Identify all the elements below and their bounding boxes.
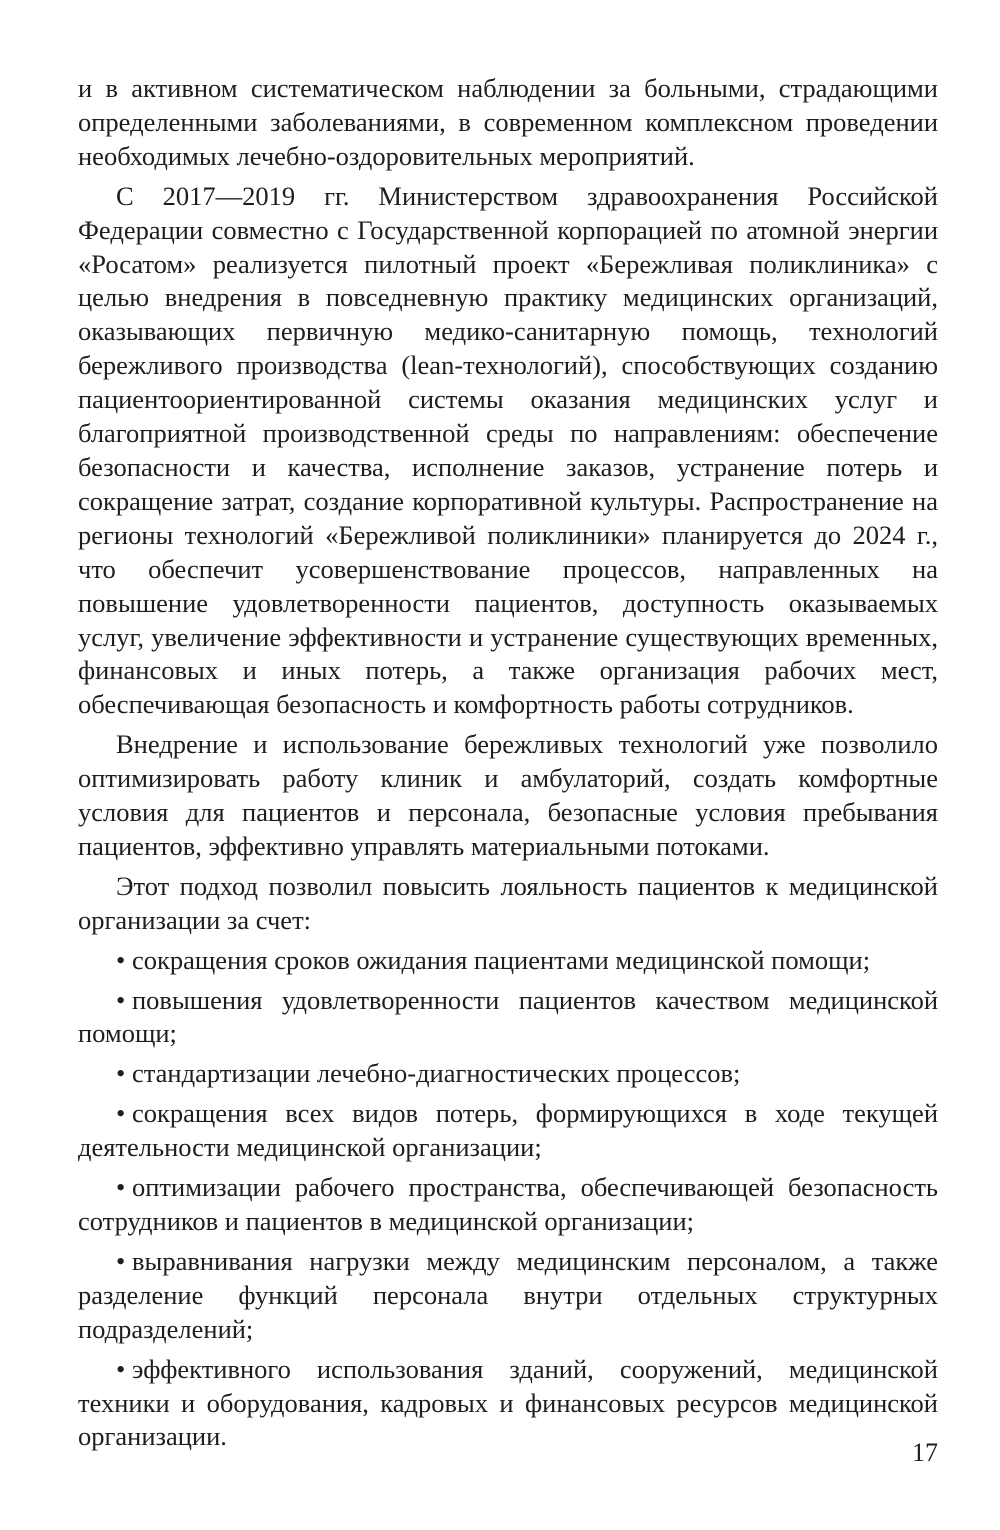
paragraph-lean-polyclinic-project: С 2017—2019 гг. Министерством здравоохранения Российской Федерации совместно с Государственной корпорацией по атомной энергии «Росатом» реализуется пилотный проект «Бережливая поликлиника» с целью внедрения в повседневную практику медицинских организаций, оказывающих первичную медико-санитарную помощь, технологий бережливого производства (lean-технологий), способствующих созданию пациентоориентированной системы оказания медицинских услуг и благоприятной производственной среды по направлениям: обеспечение безопасности и качества, исполнение заказов, устранение потерь и сокращение затрат, создание корпоративной культуры. Распространение на регионы технологий «Бережливой поликлиники» планируется до 2024 г., что обеспечит усовершенствование процессов, направленных на повышение удовлетворенности пациентов, доступность оказываемых услуг, увеличение эффективности и устранение существующих временных, финансовых и иных потерь, а также организация рабочих мест, обеспечивающая безопасность и комфортность работы сотрудников. (78, 180, 938, 720)
list-item (78, 1097, 938, 1165)
list-item-text: оптимизации рабочего пространства, обеспечивающей безопасность сотрудников и пациентов в медицинской организации; (78, 1172, 938, 1236)
list-item (78, 984, 938, 1052)
bullet-marker: • (116, 984, 126, 1015)
list-item (78, 944, 938, 978)
list-item-text: выравнивания нагрузки между медицинским персоналом, а также разделение функций персонала внутри отдельных структурных подразделений; (78, 1245, 938, 1344)
list-item-text: стандартизации лечебно-диагностических процессов; (132, 1058, 741, 1089)
bullet-marker: • (116, 1058, 126, 1089)
list-item-text: повышения удовлетворенности пациентов качеством медицинской помощи; (78, 984, 938, 1049)
list-item (78, 1171, 938, 1239)
bullet-marker: • (116, 1172, 126, 1203)
list-item-text: эффективного использования зданий, сооружений, медицинской техники и оборудования, кадровых и финансовых ресурсов медицинской организации. (78, 1353, 938, 1452)
bullet-marker: • (116, 944, 126, 975)
bullet-list (78, 944, 938, 1455)
bullet-marker: • (116, 1353, 126, 1384)
page-body (78, 72, 938, 1454)
paragraph-loyalty-intro: Этот подход позволил повысить лояльность пациентов к медицинской организации за счет: (78, 870, 938, 935)
bullet-marker: • (116, 1098, 126, 1129)
list-item-text: сокращения сроков ожидания пациентами медицинской помощи; (132, 944, 871, 975)
paragraph-continuation: и в активном систематическом наблюдении за больными, страдающими определенными заболеваниями, в современном комплексном проведении необходимых лечебно-оздоровительных мероприятий. (78, 73, 938, 171)
list-item (78, 1245, 938, 1347)
page-number: 17 (912, 1438, 938, 1467)
bullet-marker: • (116, 1245, 126, 1276)
list-item (78, 1057, 938, 1091)
list-item (78, 1353, 938, 1455)
paragraph-implementation-results: Внедрение и использование бережливых технологий уже позволило оптимизировать работу клиник и амбулаторий, создать комфортные условия для пациентов и персонала, безопасные условия пребывания пациентов, эффективно управлять материальными потоками. (78, 729, 938, 861)
list-item-text: сокращения всех видов потерь, формирующихся в ходе текущей деятельности медицинской организации; (78, 1098, 938, 1163)
